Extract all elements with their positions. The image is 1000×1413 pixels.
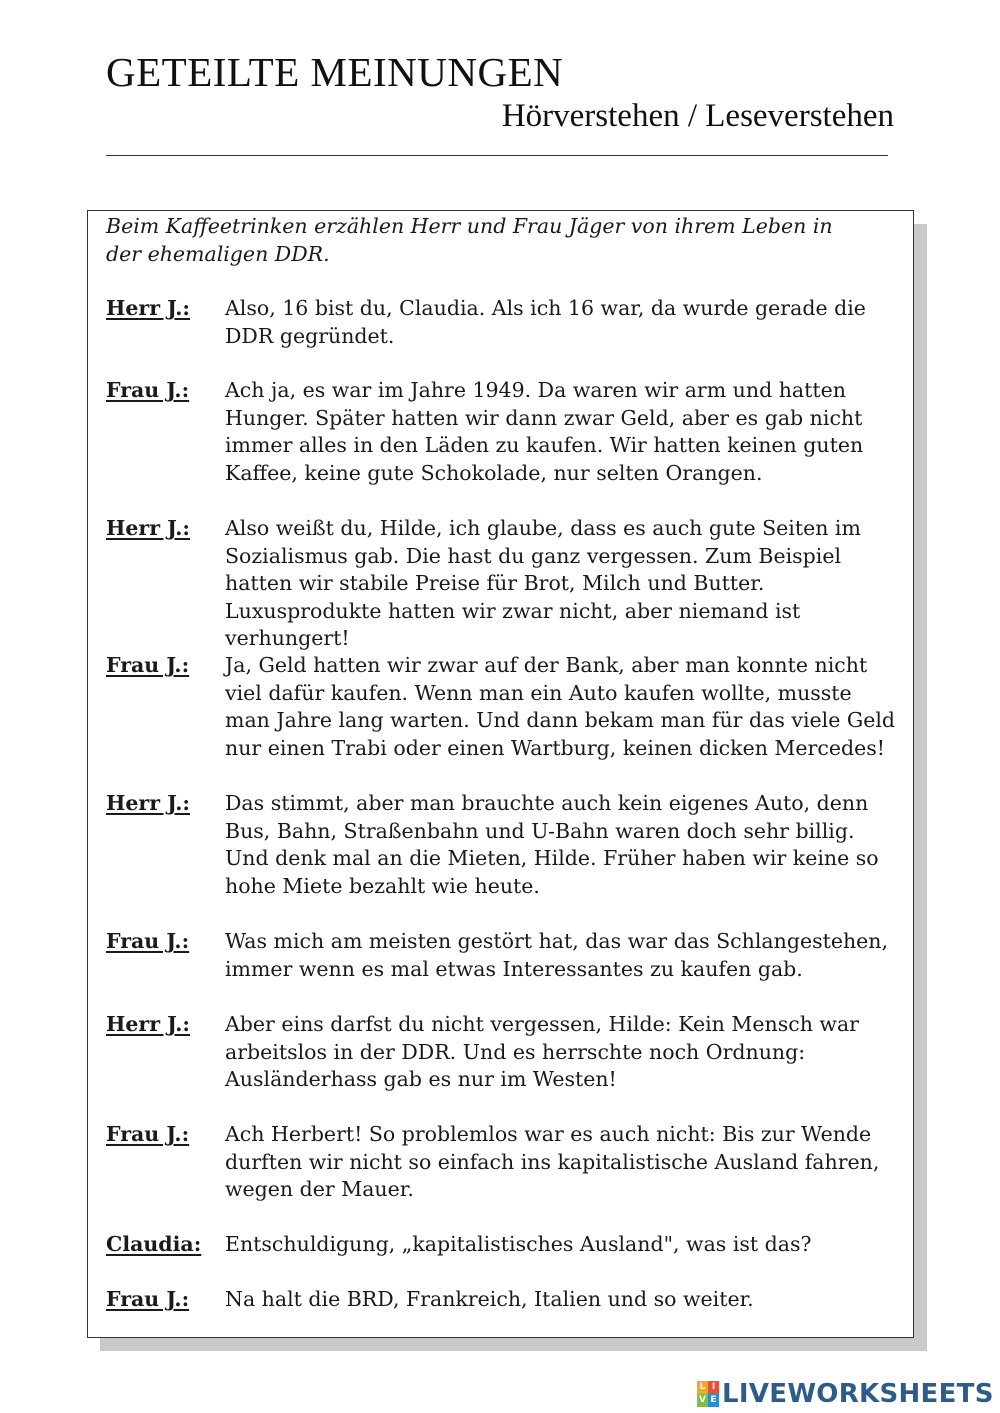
- speech-text: Was mich am meisten gestört hat, das war das Schlangestehen, immer wenn es mal etwas Interessantes zu kaufen gab.: [225, 929, 889, 981]
- speaker-label: Herr J.:: [106, 296, 190, 320]
- speech-text: Ach Herbert! So problemlos war es auch nicht: Bis zur Wende durften wir nicht so einfach ins kapitalistische Ausland fahren, wegen der Mauer.: [225, 1122, 880, 1201]
- icon-letter-e: E: [708, 1394, 719, 1407]
- icon-letter-l: L: [697, 1381, 708, 1394]
- speech-text: Na halt die BRD, Frankreich, Italien und so weiter.: [225, 1287, 754, 1311]
- speech-text: Ach ja, es war im Jahre 1949. Da waren wir arm und hatten Hunger. Später hatten wir dann zwar Geld, aber es gab nicht immer alles in den Läden zu kaufen. Wir hatten keinen guten Kaffee, keine gute Schokolade, nur selten Orangen.: [225, 378, 864, 485]
- brand-text: LIVEWORKSHEETS: [722, 1379, 994, 1409]
- dialogue-box: [87, 210, 914, 1338]
- speaker-label: Herr J.:: [106, 516, 190, 540]
- speaker-label: Claudia:: [106, 1232, 202, 1256]
- page-subtitle: Hörverstehen / Leseverstehen: [501, 98, 894, 134]
- speaker-label: Frau J.:: [106, 653, 190, 677]
- speaker-label: Herr J.:: [106, 1012, 190, 1036]
- speech-text: Ja, Geld hatten wir zwar auf der Bank, aber man konnte nicht viel dafür kaufen. Wenn man ein Auto kaufen wollte, musste man Jahre lang warten. Und dann bekam man für das viele Geld nur einen Trabi oder einen Wartburg, keinen dicken Mercedes!: [225, 653, 896, 760]
- speech-text: Also weißt du, Hilde, ich glaube, dass es auch gute Seiten im Sozialismus gab. Die hast du ganz vergessen. Zum Beispiel hatten wir stabile Preise für Brot, Milch und Butter. Luxusprodukte hatten wir zwar nicht, aber niemand ist verhungert!: [225, 516, 861, 650]
- liveworksheets-logo[interactable]: [697, 1379, 994, 1409]
- speech-text: Aber eins darfst du nicht vergessen, Hilde: Kein Mensch war arbeitslos in der DDR. Und es herrschte noch Ordnung: Ausländerhass gab es nur im Westen!: [225, 1012, 859, 1091]
- dialogue-intro: Beim Kaffeetrinken erzählen Herr und Frau Jäger von ihrem Leben in der ehemaligen DDR.: [106, 214, 833, 266]
- speaker-label: Frau J.:: [106, 1122, 190, 1146]
- speaker-label: Frau J.:: [106, 1287, 190, 1311]
- speech-text: Also, 16 bist du, Claudia. Als ich 16 war, da wurde gerade die DDR gegründet.: [225, 296, 866, 348]
- liveworksheets-icon: [697, 1381, 719, 1407]
- header-divider: [106, 155, 888, 156]
- speaker-label: Herr J.:: [106, 791, 190, 815]
- speaker-label: Frau J.:: [106, 929, 190, 953]
- icon-letter-i: I: [708, 1381, 719, 1394]
- speaker-label: Frau J.:: [106, 378, 190, 402]
- speech-text: Entschuldigung, „kapitalistisches Ausland", was ist das?: [225, 1232, 812, 1256]
- speech-text: Das stimmt, aber man brauchte auch kein eigenes Auto, denn Bus, Bahn, Straßenbahn und U-Bahn waren doch sehr billig. Und denk mal an die Mieten, Hilde. Früher haben wir keine so hohe Miete bezahlt wie heute.: [225, 791, 879, 898]
- icon-letter-v: V: [697, 1394, 708, 1407]
- page-title: GETEILTE MEINUNGEN: [106, 49, 564, 95]
